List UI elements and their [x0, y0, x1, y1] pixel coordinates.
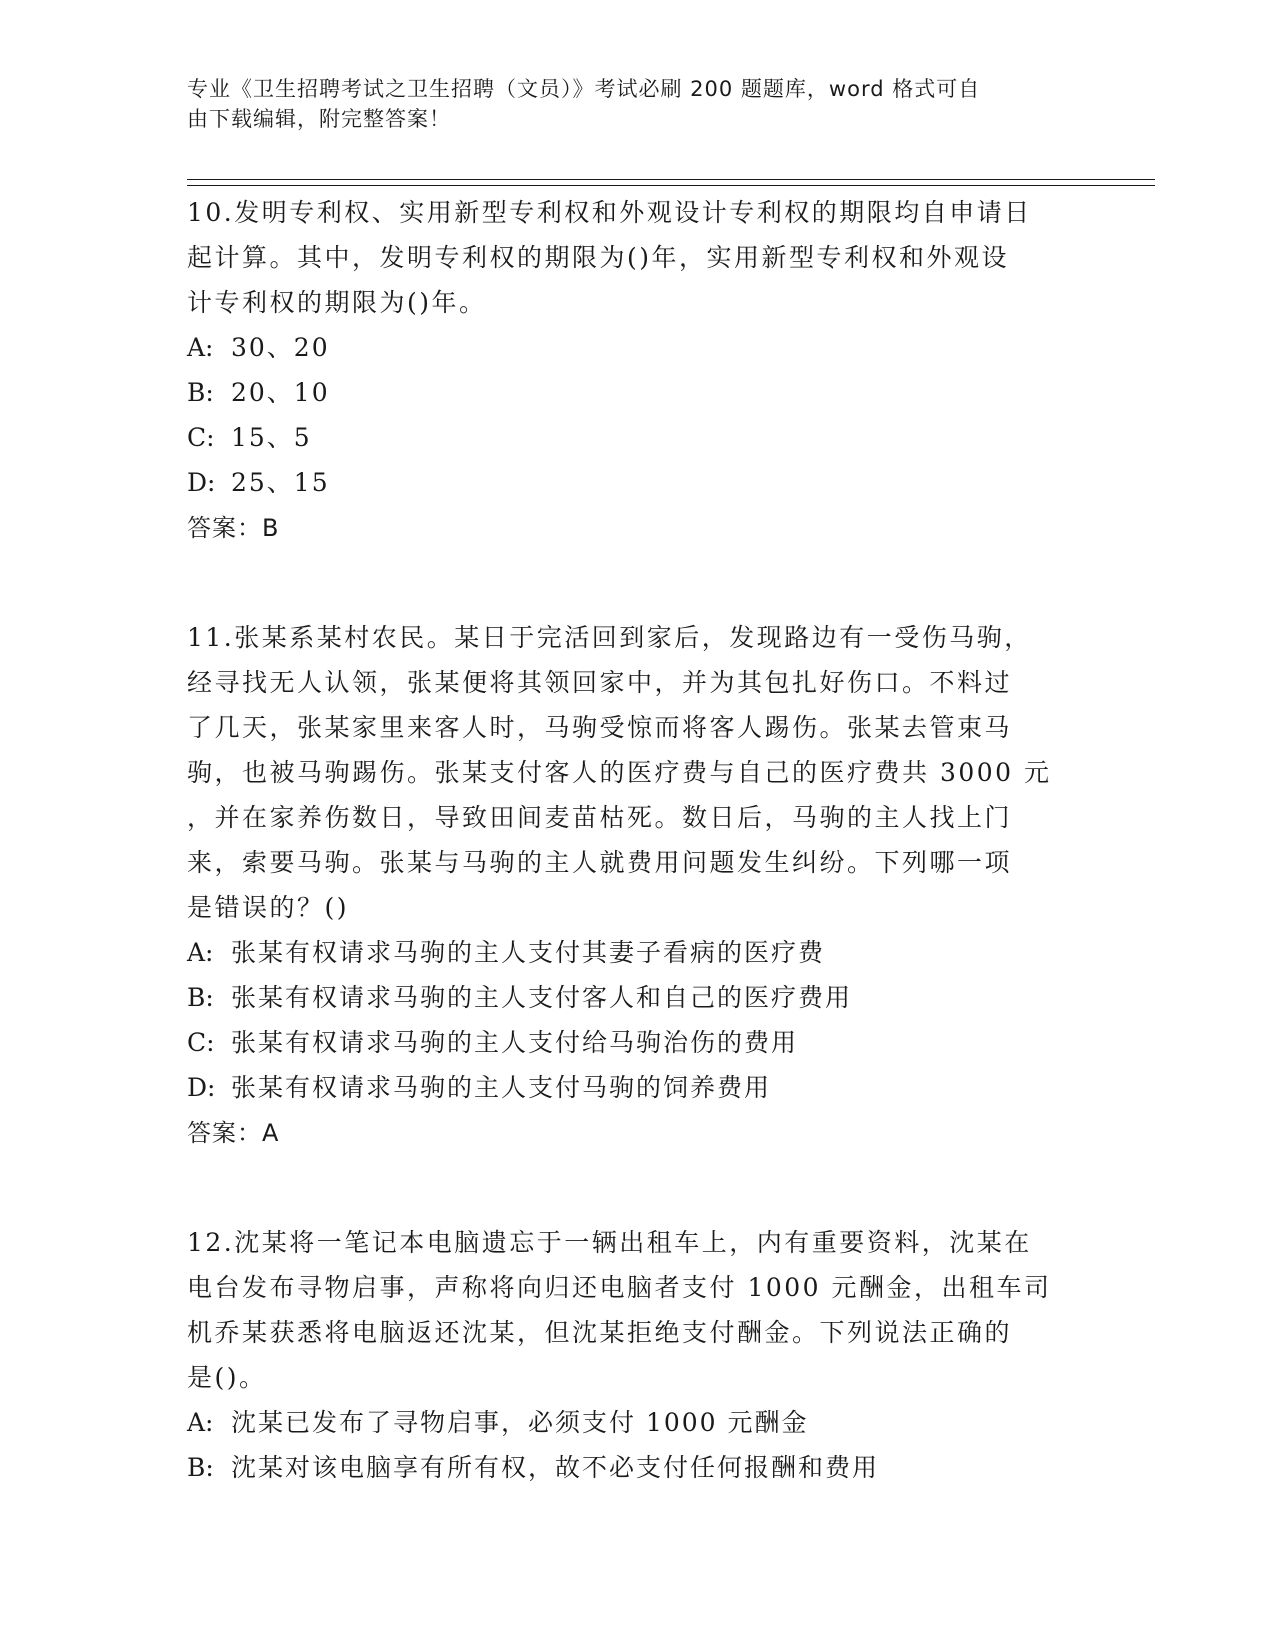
- question-stem-line: 12.沈某将一笔记本电脑遗忘于一辆出租车上，内有重要资料，沈某在: [187, 1228, 1032, 1257]
- question-stem-line: 经寻找无人认领，张某便将其领回家中，并为其包扎好伤口。不料过: [187, 668, 1013, 697]
- option-label: C:: [187, 1028, 215, 1057]
- question-stem-line: 电台发布寻物启事，声称将向归还电脑者支付 1000 元酬金，出租车司: [187, 1273, 1052, 1302]
- header-divider-top: [187, 179, 1155, 180]
- option-d: [187, 460, 1087, 505]
- question-spacer: [187, 1156, 1087, 1220]
- option-a: [187, 325, 1087, 370]
- answer-line: 答案：A: [187, 1119, 280, 1147]
- option-a: [187, 1400, 1087, 1445]
- document-header: [187, 74, 1067, 134]
- option-label: B:: [187, 983, 214, 1012]
- question-stem-line: ，并在家养伤数日，导致田间麦苗枯死。数日后，马驹的主人找上门: [187, 803, 1013, 832]
- option-label: D:: [187, 1073, 216, 1102]
- option-label: B:: [187, 378, 214, 407]
- option-text: 沈某对该电脑享有所有权，故不必支付任何报酬和费用: [231, 1453, 880, 1482]
- option-label: A:: [187, 938, 214, 967]
- option-c: [187, 1020, 1087, 1065]
- option-text: 20、10: [231, 378, 330, 407]
- option-text: 张某有权请求马驹的主人支付客人和自己的医疗费用: [231, 983, 853, 1012]
- option-d: [187, 1065, 1087, 1110]
- option-label: D:: [187, 468, 216, 497]
- option-label: B:: [187, 1453, 214, 1482]
- question-stem-line: 驹，也被马驹踢伤。张某支付客人的医疗费与自己的医疗费共 3000 元: [187, 758, 1052, 787]
- header-divider-bottom: [187, 185, 1155, 186]
- option-text: 沈某已发布了寻物启事，必须支付 1000 元酬金: [231, 1408, 809, 1437]
- question-11: [187, 615, 1087, 1156]
- option-b: [187, 370, 1087, 415]
- question-stem-line: 10.发明专利权、实用新型专利权和外观设计专利权的期限均自申请日: [187, 198, 1032, 227]
- question-12: [187, 1220, 1087, 1490]
- option-b: [187, 975, 1087, 1020]
- header-line-1: 专业《卫生招聘考试之卫生招聘（文员）》考试必刷 200 题题库，word 格式可自: [187, 77, 981, 101]
- option-text: 张某有权请求马驹的主人支付马驹的饲养费用: [231, 1073, 772, 1102]
- question-list: [187, 190, 1087, 1490]
- question-stem-line: 起计算。其中，发明专利权的期限为()年，实用新型专利权和外观设: [187, 243, 1010, 272]
- answer-line: 答案：B: [187, 514, 280, 542]
- question-stem-line: 了几天，张某家里来客人时，马驹受惊而将客人踢伤。张某去管束马: [187, 713, 1013, 742]
- option-text: 张某有权请求马驹的主人支付给马驹治伤的费用: [231, 1028, 799, 1057]
- option-label: C:: [187, 423, 215, 452]
- header-line-2: 由下载编辑，附完整答案！: [187, 107, 451, 131]
- option-text: 25、15: [231, 468, 330, 497]
- option-a: [187, 930, 1087, 975]
- option-label: A:: [187, 333, 214, 362]
- question-10: [187, 190, 1087, 551]
- question-stem-line: 来，索要马驹。张某与马驹的主人就费用问题发生纠纷。下列哪一项: [187, 848, 1013, 877]
- option-text: 张某有权请求马驹的主人支付其妻子看病的医疗费: [231, 938, 826, 967]
- question-stem-line: 11.张某系某村农民。某日于完活回到家后，发现路边有一受伤马驹，: [187, 623, 1032, 652]
- question-stem-line: 计专利权的期限为()年。: [187, 288, 487, 317]
- option-c: [187, 415, 1087, 460]
- option-text: 15、5: [231, 423, 312, 452]
- question-stem-line: 是()。: [187, 1363, 267, 1392]
- option-b: [187, 1445, 1087, 1490]
- question-stem-line: 机乔某获悉将电脑返还沈某，但沈某拒绝支付酬金。下列说法正确的: [187, 1318, 1013, 1347]
- option-text: 30、20: [231, 333, 330, 362]
- question-stem-line: 是错误的？(): [187, 893, 350, 922]
- question-spacer: [187, 551, 1087, 615]
- option-label: A:: [187, 1408, 214, 1437]
